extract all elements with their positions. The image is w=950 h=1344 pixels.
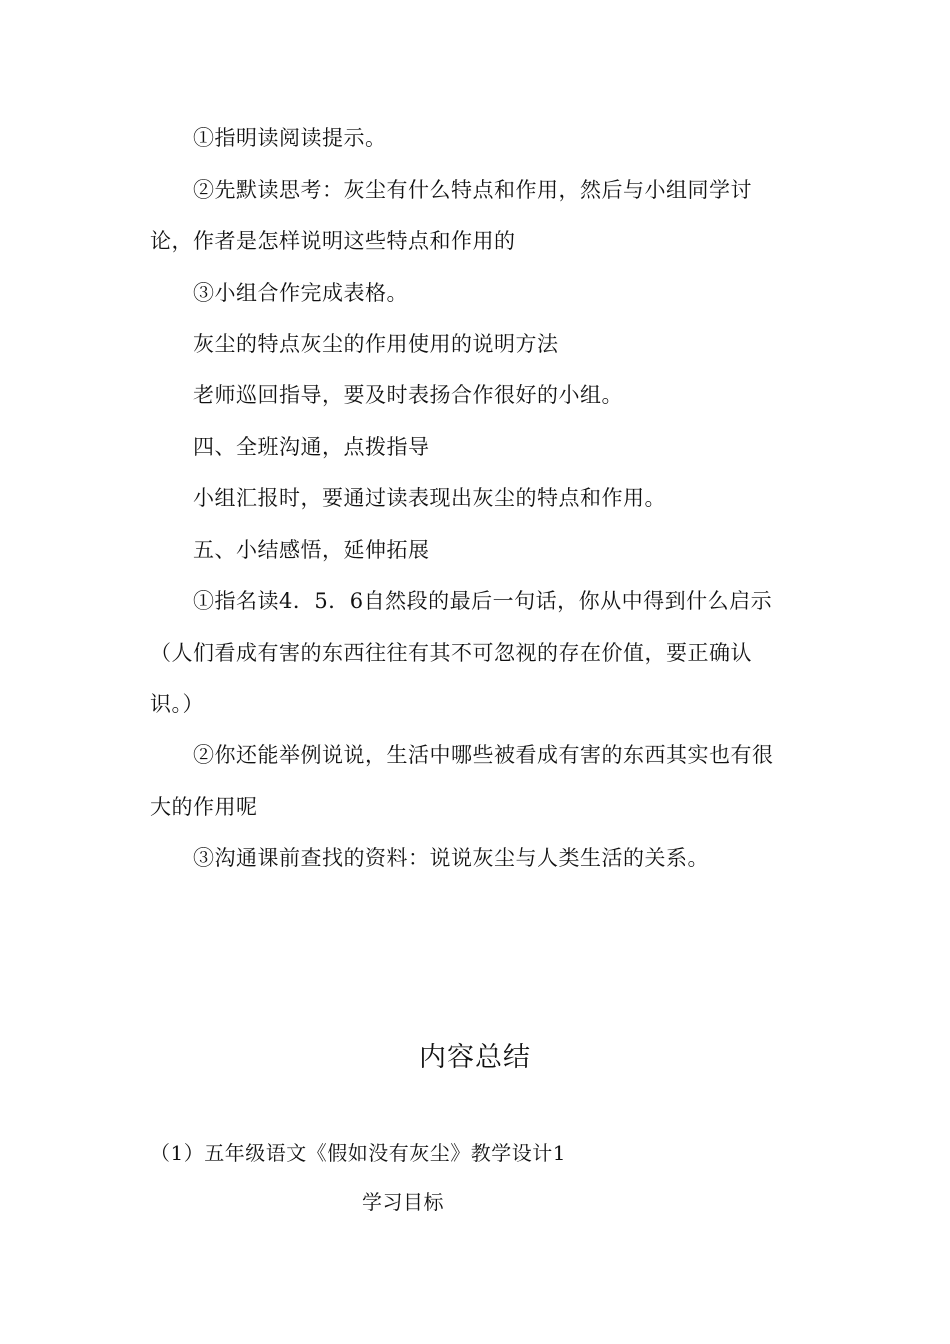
paragraph-line: 小组汇报时，要通过读表现出灰尘的特点和作用。 — [193, 486, 666, 510]
paragraph-line: ①指名读4．5．6自然段的最后一句话，你从中得到什么启示 — [193, 589, 773, 613]
section-heading: 四、全班沟通，点拨指导 — [193, 435, 430, 459]
paragraph-line: 老师巡回指导，要及时表扬合作很好的小组。 — [193, 383, 623, 407]
section-heading: 五、小结感悟，延伸拓展 — [193, 538, 430, 562]
paragraph-line: 论，作者是怎样说明这些特点和作用的 — [150, 229, 516, 253]
paragraph-line: ③小组合作完成表格。 — [193, 281, 408, 305]
summary-subheading: 学习目标 — [362, 1190, 444, 1214]
paragraph-line: ②你还能举例说说，生活中哪些被看成有害的东西其实也有很 — [193, 743, 774, 767]
paragraph-line: ①指明读阅读提示。 — [193, 126, 387, 150]
summary-title: 内容总结 — [419, 1042, 531, 1073]
paragraph-line: 识。） — [150, 692, 204, 716]
paragraph-line: （人们看成有害的东西往往有其不可忽视的存在价值，要正确认 — [150, 641, 752, 665]
paragraph-line: ②先默读思考：灰尘有什么特点和作用，然后与小组同学讨 — [193, 178, 752, 202]
paragraph-line: 大的作用呢 — [150, 795, 258, 819]
summary-item: （1）五年级语文《假如没有灰尘》教学设计1 — [150, 1141, 566, 1165]
paragraph-line: 灰尘的特点灰尘的作用使用的说明方法 — [193, 332, 559, 356]
paragraph-line: ③沟通课前查找的资料：说说灰尘与人类生活的关系。 — [193, 846, 709, 870]
